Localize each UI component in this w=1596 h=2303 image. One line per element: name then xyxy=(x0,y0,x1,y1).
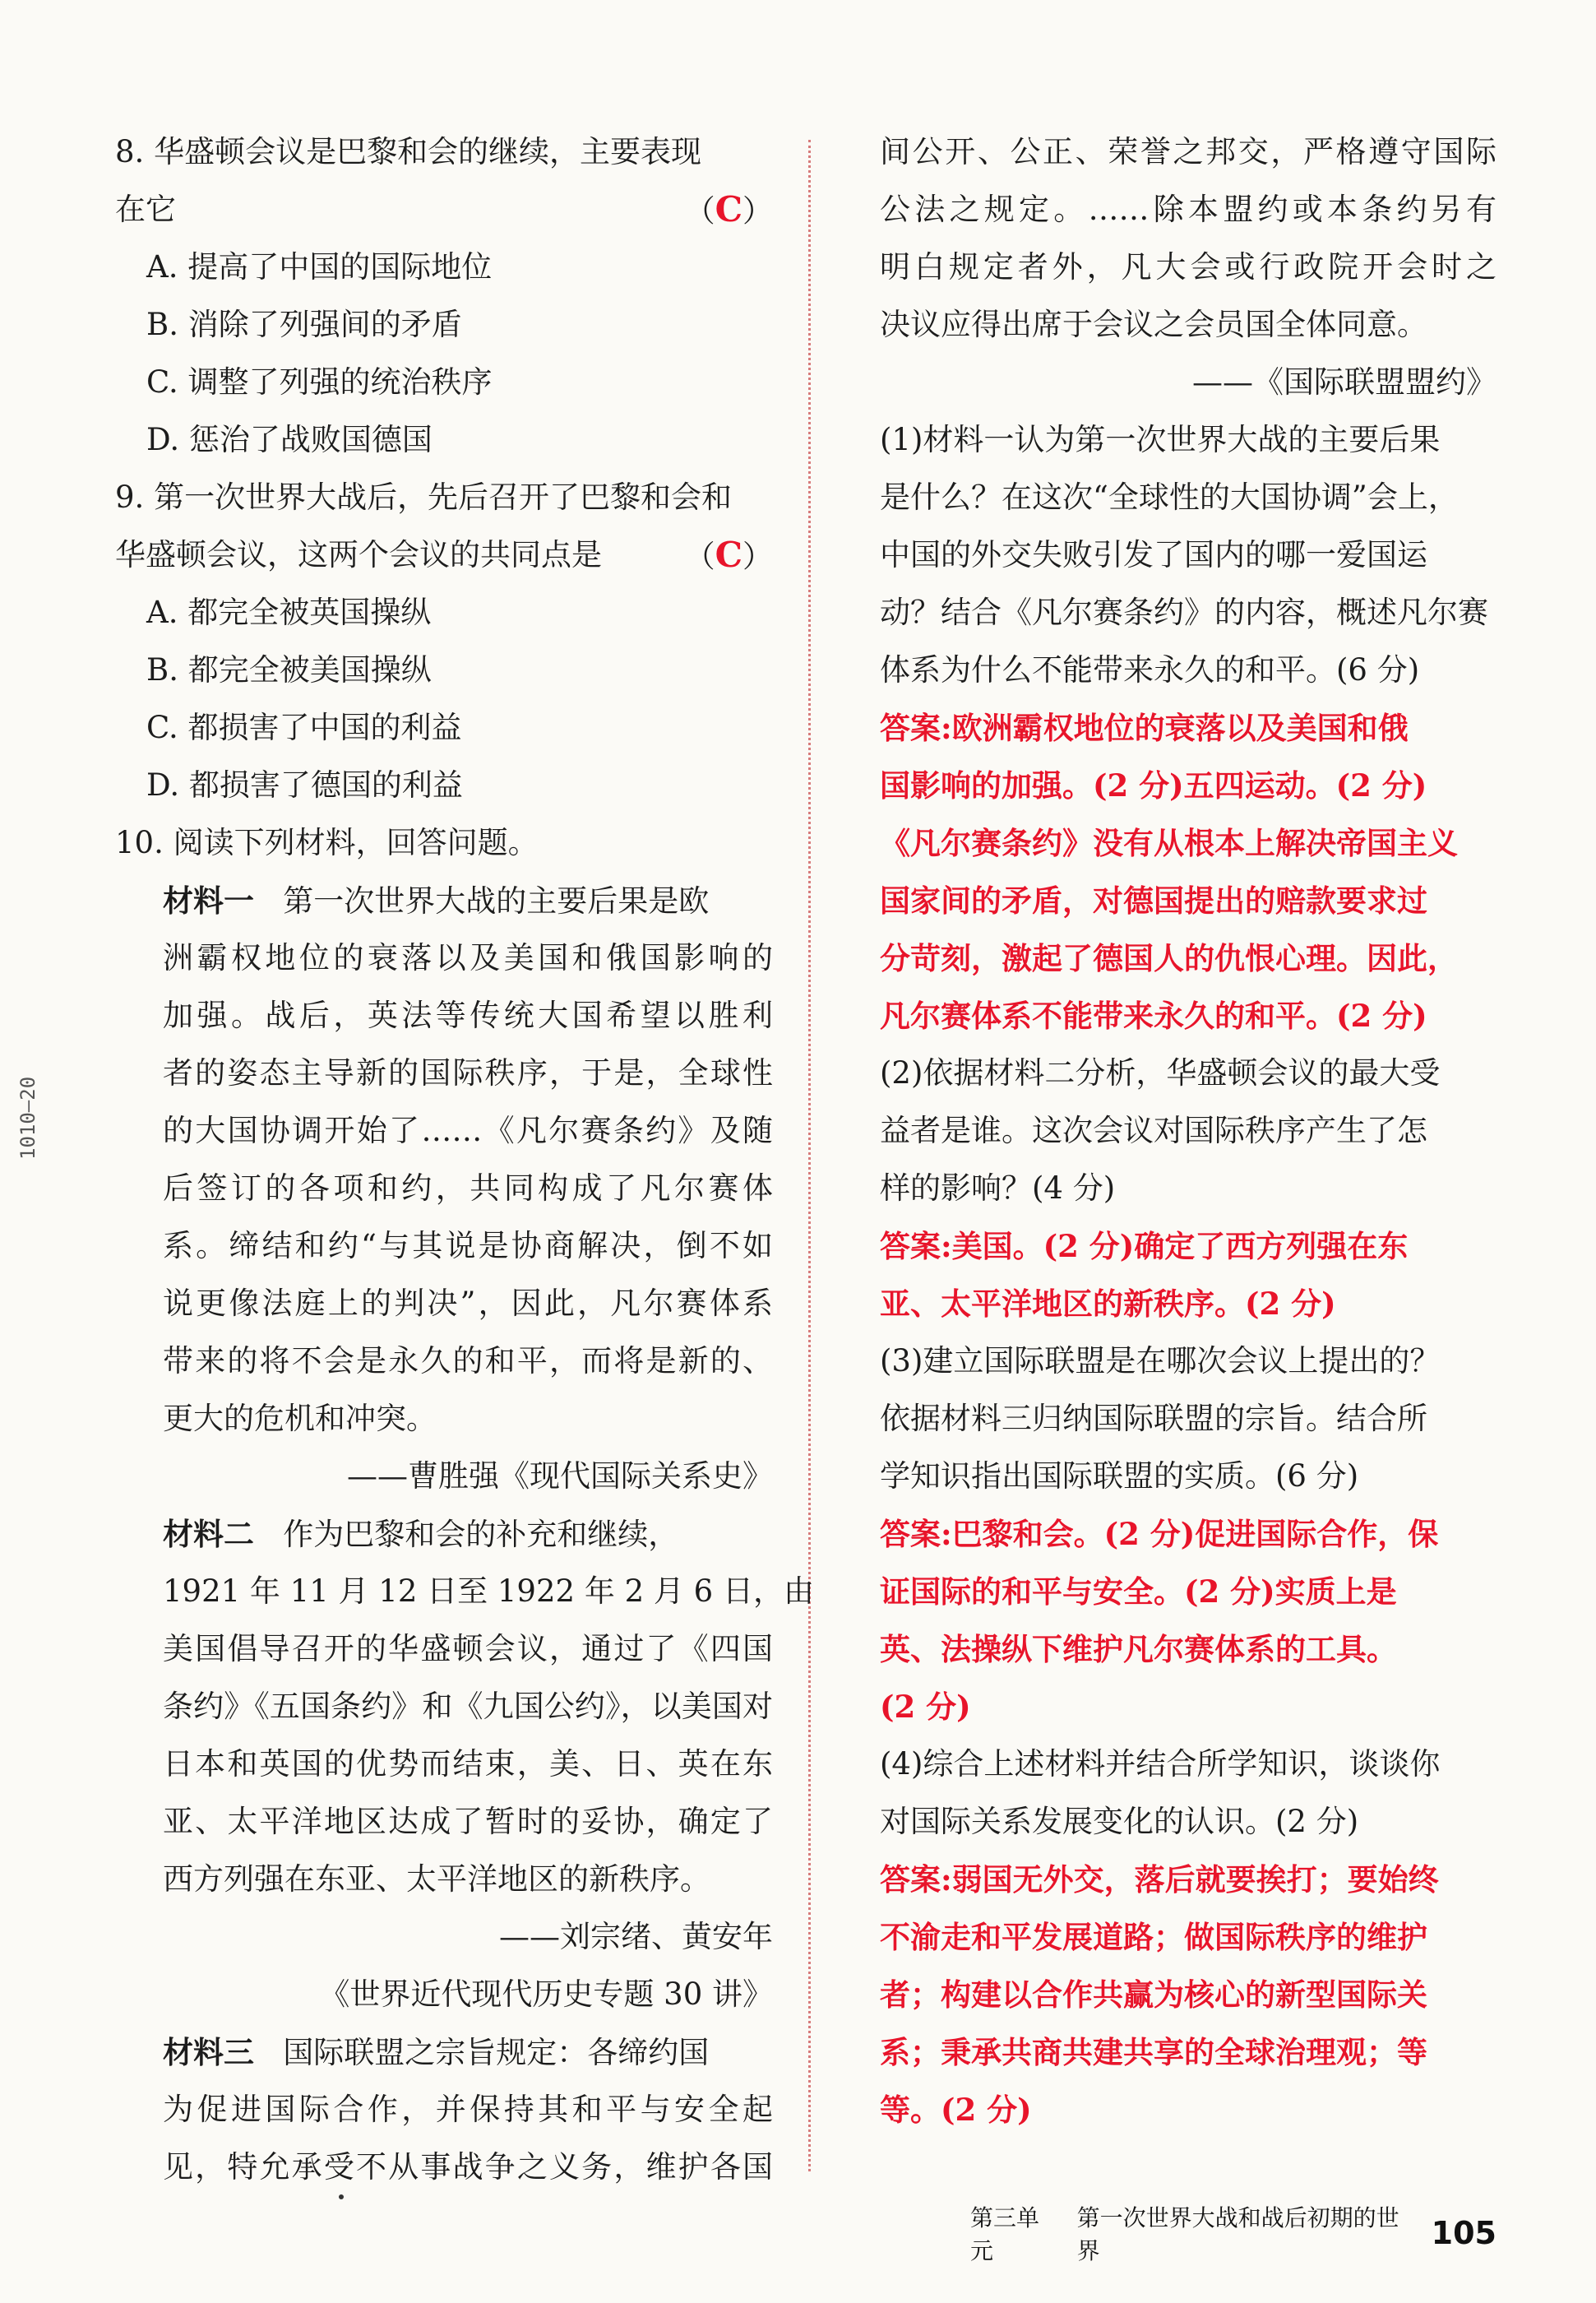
answer-label: 答案: xyxy=(880,710,952,746)
sub2-line: (2)依据材料二分析，华盛顿会议的最大受 xyxy=(880,1055,1441,1091)
sub1-answer-line: 《凡尔赛条约》没有从根本上解决帝国主义 xyxy=(880,825,1458,861)
sub-question-4 xyxy=(880,1735,1497,2138)
q8-stem-line2 xyxy=(115,181,773,239)
q8-option-b: B. 消除了列强间的矛盾 xyxy=(146,307,462,342)
sub3-answer-line: 证国际的和平与安全。(2 分)实质上是 xyxy=(880,1573,1397,1610)
material-2-source-title: 《世界近代现代历史专题 30 讲》 xyxy=(319,1976,773,2012)
sub3-line: 依据材料三归纳国际联盟的宗旨。结合所 xyxy=(880,1401,1427,1436)
material-3-line: 见，特允承受不从事战争之义务，维护各国 xyxy=(163,2149,773,2185)
q8-answer: C xyxy=(715,189,742,229)
answer-label: 答案: xyxy=(880,1228,952,1264)
sub4-answer-line: 者；构建以合作共赢为核心的新型国际关 xyxy=(880,1976,1427,2013)
sub1-line: 是什么？在这次“全球性的大国协调”会上， xyxy=(880,480,1459,515)
q9-stem-line2 xyxy=(115,526,773,584)
material-2-line: 西方列强在东亚、太平洋地区的新秩序。 xyxy=(163,1861,710,1897)
material-1-line: 后签订的各项和约，共同构成了凡尔赛体 xyxy=(163,1170,773,1206)
material-3-line: 决议应得出席于会议之会员国全体同意。 xyxy=(880,307,1427,342)
side-code: 1010—20 xyxy=(16,1076,39,1160)
material-3-line: 公法之规定。……除本盟约或本条约另有 xyxy=(880,192,1497,227)
material-1-line: 带来的将不会是永久的和平，而将是新的、 xyxy=(163,1343,773,1379)
question-10 xyxy=(115,814,814,2196)
material-1-line: 者的姿态主导新的国际秩序，于是，全球性 xyxy=(163,1055,773,1091)
q8-stem-text: 在它 xyxy=(115,192,176,227)
material-1-label: 材料一 xyxy=(163,883,254,919)
q9-answer-bracket: （C） xyxy=(684,535,773,575)
sub2-line: 益者是谁。这次会议对国际秩序产生了怎 xyxy=(880,1113,1427,1148)
sub1-answer-line: 国影响的加强。(2 分)五四运动。(2 分) xyxy=(880,767,1427,804)
sub1-line: 体系为什么不能带来永久的和平。(6 分) xyxy=(880,652,1420,688)
sub3-line: (3)建立国际联盟是在哪次会议上提出的？ xyxy=(880,1343,1441,1379)
material-2 xyxy=(115,1505,814,2023)
material-1-line: 说更像法庭上的判决”，因此，凡尔赛体系 xyxy=(163,1286,773,1321)
material-1-line: 更大的危机和冲突。 xyxy=(163,1401,437,1436)
sub-question-1 xyxy=(880,411,1497,1045)
sub3-answer-line: 英、法操纵下维护凡尔赛体系的工具。 xyxy=(880,1631,1397,1667)
material-2-label: 材料二 xyxy=(163,1516,254,1552)
sub3-answer-line: (2 分) xyxy=(880,1689,971,1725)
question-9 xyxy=(115,469,773,814)
material-1-line: 洲霸权地位的衰落以及美国和俄国影响的 xyxy=(163,940,773,975)
sub2-line: 样的影响？(4 分) xyxy=(880,1170,1116,1206)
page-number: 105 xyxy=(1431,2215,1497,2251)
column-divider xyxy=(808,140,811,2171)
sub1-answer-line: 国家间的矛盾，对德国提出的赔款要求过 xyxy=(880,883,1427,919)
sub1-line: (1)材料一认为第一次世界大战的主要后果 xyxy=(880,422,1441,457)
sub2-answer-line: 答案:美国。(2 分)确定了西方列强在东 xyxy=(880,1228,1409,1264)
answer-label: 答案: xyxy=(880,1861,952,1898)
q9-option-c: C. 都损害了中国的利益 xyxy=(146,710,462,745)
material-2-line: 日本和英国的优势而结束，美、日、英在东 xyxy=(163,1746,773,1782)
q9-option-d: D. 都损害了德国的利益 xyxy=(146,767,463,803)
material-3-line: 为促进国际合作，并保持其和平与安全起 xyxy=(163,2092,773,2127)
material-3-label: 材料三 xyxy=(163,2034,254,2070)
sub2-answer-line: 亚、太平洋地区的新秩序。(2 分) xyxy=(880,1286,1336,1322)
material-1-line: 的大国协调开始了……《凡尔赛条约》及随 xyxy=(163,1113,773,1148)
material-1-source: ——曹胜强《现代国际关系史》 xyxy=(347,1458,773,1494)
q9-answer: C xyxy=(715,535,742,575)
answer-label: 答案: xyxy=(880,1516,952,1552)
question-8 xyxy=(115,123,773,469)
q8-option-d: D. 惩治了战败国德国 xyxy=(146,422,433,457)
page-footer xyxy=(970,2204,1497,2262)
left-column xyxy=(115,123,814,2196)
sub4-answer-line: 系；秉承共商共建共享的全球治理观；等 xyxy=(880,2034,1427,2070)
sub1-line: 动？结合《凡尔赛条约》的内容，概述凡尔赛 xyxy=(880,595,1488,630)
sub3-line: 学知识指出国际联盟的实质。(6 分) xyxy=(880,1458,1359,1494)
sub1-answer-line: 分苛刻，激起了德国人的仇恨心理。因此， xyxy=(880,940,1458,976)
material-3-line: 材料三 国际联盟之宗旨规定：各缔约国 xyxy=(163,2034,710,2070)
footer-unit: 第三单元 xyxy=(970,2204,1040,2264)
right-column xyxy=(880,123,1497,2138)
material-2-line: 材料二 作为巴黎和会的补充和继续， xyxy=(163,1516,679,1552)
sub4-answer-line: 等。(2 分) xyxy=(880,2092,1032,2128)
q8-answer-bracket: （C） xyxy=(684,189,773,229)
material-3-line: 间公开、公正、荣誉之邦交，严格遵守国际 xyxy=(880,134,1497,169)
material-3 xyxy=(115,2023,773,2196)
q10-stem: 10. 阅读下列材料，回答问题。 xyxy=(115,825,539,860)
footer-title: 第一次世界大战和战后初期的世界 xyxy=(1076,2204,1399,2264)
material-2-line: 美国倡导召开的华盛顿会议，通过了《四国 xyxy=(163,1631,773,1666)
sub4-line: (4)综合上述材料并结合所学知识，谈谈你 xyxy=(880,1746,1441,1782)
sub1-answer-line: 凡尔赛体系不能带来永久的和平。(2 分) xyxy=(880,998,1427,1034)
material-1-line: 材料一 第一次世界大战的主要后果是欧 xyxy=(163,883,710,919)
q8-option-a: A. 提高了中国的国际地位 xyxy=(146,249,493,285)
q9-stem-line1: 9. 第一次世界大战后，先后召开了巴黎和会和 xyxy=(115,480,733,515)
material-3-line: 明白规定者外，凡大会或行政院开会时之 xyxy=(880,249,1497,285)
material-2-line: 亚、太平洋地区达成了暂时的妥协，确定了 xyxy=(163,1804,773,1839)
material-2-source-authors: ——刘宗绪、黄安年 xyxy=(499,1919,773,1954)
q8-option-c: C. 调整了列强的统治秩序 xyxy=(146,364,493,400)
material-2-line: 1921 年 11 月 12 日至 1922 年 2 月 6 日，由 xyxy=(163,1573,814,1609)
sub1-line: 中国的外交失败引发了国内的哪一爱国运 xyxy=(880,537,1427,572)
q9-option-b: B. 都完全被美国操纵 xyxy=(146,652,432,688)
sub1-answer-line: 答案:欧洲霸权地位的衰落以及美国和俄 xyxy=(880,710,1409,746)
print-dot xyxy=(339,2194,344,2199)
material-1-line: 系。缔结和约“与其说是协商解决，倒不如 xyxy=(163,1228,773,1263)
q9-option-a: A. 都完全被英国操纵 xyxy=(146,595,432,630)
sub-question-3 xyxy=(880,1332,1497,1735)
material-1-line: 加强。战后，英法等传统大国希望以胜利 xyxy=(163,998,773,1033)
material-3-continued xyxy=(880,123,1497,411)
sub4-line: 对国际关系发展变化的认识。(2 分) xyxy=(880,1804,1359,1839)
sub3-answer-line: 答案:巴黎和会。(2 分)促进国际合作，保 xyxy=(880,1516,1439,1552)
sub4-answer-line: 答案:弱国无外交，落后就要挨打；要始终 xyxy=(880,1861,1439,1898)
material-1 xyxy=(115,872,773,1505)
sub-question-2 xyxy=(880,1045,1497,1332)
q9-stem-text: 华盛顿会议，这两个会议的共同点是 xyxy=(115,537,602,572)
q8-stem-line1: 8. 华盛顿会议是巴黎和会的继续，主要表现 xyxy=(115,134,702,169)
material-3-source: ——《国际联盟盟约》 xyxy=(1192,364,1497,400)
material-2-line: 条约》《五国条约》和《九国公约》，以美国对 xyxy=(163,1689,773,1724)
sub4-answer-line: 不渝走和平发展道路；做国际秩序的维护 xyxy=(880,1919,1427,1955)
